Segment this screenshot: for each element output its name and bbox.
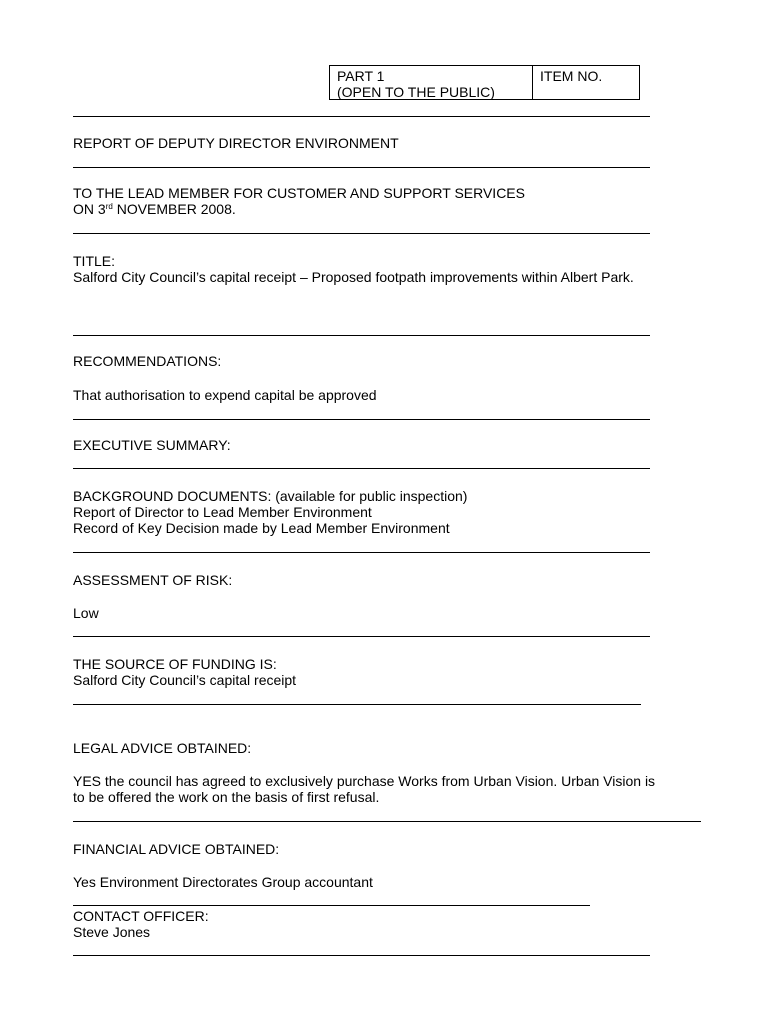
part-cell (330, 66, 533, 99)
financial-advice-text: Yes Environment Directorates Group accountant (73, 874, 373, 890)
divider-8 (73, 636, 650, 637)
divider-9 (73, 704, 641, 705)
divider-10 (73, 821, 701, 822)
divider-11 (73, 905, 590, 906)
funding-label: THE SOURCE OF FUNDING IS: (73, 656, 277, 672)
meeting-date: ON 3rd NOVEMBER 2008. (73, 201, 236, 217)
divider-3 (73, 233, 650, 234)
divider-1 (73, 116, 650, 117)
report-of-heading: REPORT OF DEPUTY DIRECTOR ENVIRONMENT (73, 135, 399, 151)
open-to-public-label: (OPEN TO THE PUBLIC) (337, 84, 495, 100)
divider-6 (73, 468, 650, 469)
contact-officer-name: Steve Jones (73, 924, 151, 940)
background-documents-section (73, 488, 467, 536)
divider-7 (73, 552, 650, 553)
funding-text: Salford City Council’s capital receipt (73, 672, 297, 688)
financial-advice-label: FINANCIAL ADVICE OBTAINED: (73, 841, 280, 857)
divider-5 (73, 419, 650, 420)
risk-value: Low (73, 605, 99, 621)
item-no-cell (533, 66, 602, 84)
to-lead-member-line: TO THE LEAD MEMBER FOR CUSTOMER AND SUPPORT SERVICES (73, 185, 525, 201)
recommendations-label: RECOMMENDATIONS: (73, 353, 222, 369)
part-label: PART 1 (337, 68, 385, 84)
background-document-item: Report of Director to Lead Member Environment (73, 504, 372, 520)
divider-2 (73, 167, 650, 168)
legal-advice-text: YES the council has agreed to exclusively purchase Works from Urban Vision. Urban Vision is to be offered the work on the basis of first refusal. (73, 773, 656, 805)
header-table (329, 65, 640, 100)
funding-section (73, 656, 296, 688)
executive-summary-label: EXECUTIVE SUMMARY: (73, 437, 231, 453)
contact-officer-label: CONTACT OFFICER: (73, 908, 209, 924)
title-section (73, 253, 634, 285)
to-lead-member-block (73, 185, 525, 217)
background-document-item: Record of Key Decision made by Lead Member Environment (73, 520, 450, 536)
legal-advice-label: LEGAL ADVICE OBTAINED: (73, 740, 252, 756)
contact-officer-section (73, 908, 209, 940)
title-text: Salford City Council’s capital receipt – Proposed footpath improvements within Albert Park. (73, 269, 634, 285)
item-no-label: ITEM NO. (540, 68, 603, 84)
divider-12 (73, 955, 650, 956)
title-label: TITLE: (73, 253, 116, 269)
risk-label: ASSESSMENT OF RISK: (73, 572, 233, 588)
divider-4 (73, 335, 650, 336)
background-documents-label: BACKGROUND DOCUMENTS: (available for public inspection) (73, 488, 468, 504)
recommendations-text: That authorisation to expend capital be approved (73, 387, 377, 403)
